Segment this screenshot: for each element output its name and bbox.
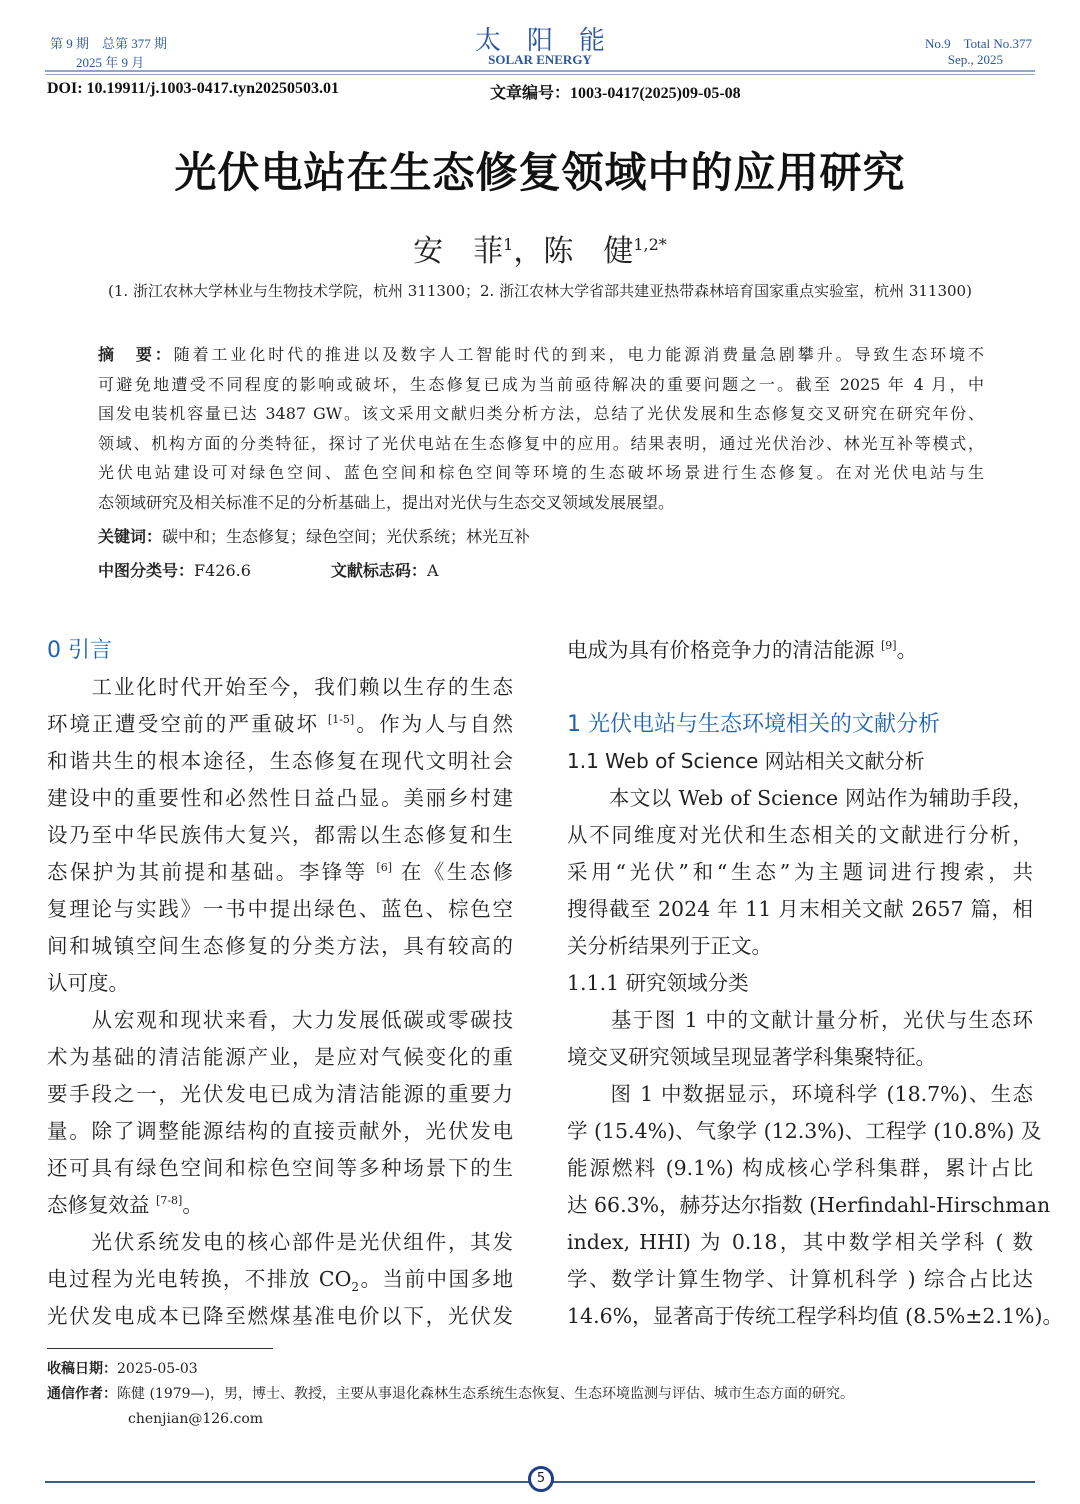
text-segment: 搜得截至 2024 年 11 月末相关文献 2657 篇，相 [567,897,1033,921]
text-segment: index, HHI) 为 0.18，其中数学相关学科 ( 数 [567,1230,1033,1254]
text-line [47,1224,513,1261]
text-line [47,1113,513,1150]
section-heading [47,632,513,669]
text-line [567,1261,1033,1298]
text-line [567,1039,1033,1076]
text-segment: 本文以 Web of Science 网站作为辅助手段， [567,786,1033,810]
text-line [47,743,513,780]
received-date [47,1357,198,1382]
text-segment: 从宏观和现状来看，大力发展低碳或零碳技 [47,1008,513,1032]
text-segment: 光伏系统发电的核心部件是光伏组件，其发 [47,1230,513,1254]
text-segment: 基于图 1 中的文献计量分析，光伏与生态环 [567,1008,1033,1032]
issue-date-en: Sep., 2025 [947,52,1003,67]
citation: [7-8] [156,1194,183,1208]
text-line [47,1039,513,1076]
abstract-line: 光伏电站建设可对绿色空间、蓝色空间和棕色空间等环境的生态破坏场景进行生态修复。在对光伏电站与生 [98,463,984,483]
text-segment: 图 1 中数据显示，环境科学 (18.7%)、生态 [567,1082,1033,1106]
text-segment: 电成为具有价格竞争力的清洁能源 [567,638,882,662]
corr-value: 陈健 (1979—)，男，博士、教授，主要从事退化森林生态系统生态恢复、生态环境监测与评估、城市生态方面的研究。 [117,1386,854,1402]
issue-info-en: No.9 Total No.377 [924,36,1032,51]
section-heading [567,743,1033,780]
text-segment: 工业化时代开始至今，我们赖以生存的生态 [47,675,513,699]
text-segment: 学、数学计算生物学、计算机科学 ) 综合占比达 [567,1267,1033,1291]
text-line [567,632,1033,669]
abstract-line: 可避免地遭受不同程度的影响或破坏，生态修复已成为当前亟待解决的重要问题之一。截至 2025 年 4 月，中 [98,374,984,394]
abstract-line: 国发电装机容量已达 3487 GW。该文采用文献归类分析方法，总结了光伏发展和生态修复交叉研究在研究年份、 [98,404,984,424]
text-line [47,854,513,891]
text-line [47,1187,513,1224]
text-line [567,1002,1033,1039]
text-segment: 。作为人与自然 [354,712,514,736]
text-line [47,817,513,854]
doc-code-value: A [426,560,439,580]
classification [98,556,984,586]
text-line [567,669,1033,706]
corr-label: 通信作者： [47,1386,117,1402]
right-column [567,632,1063,1335]
text-segment: 还可具有绿色空间和棕色空间等多种场景下的生 [47,1156,513,1180]
text-segment: 电过程为光电转换，不排放 CO [47,1267,352,1291]
author-affil: 1,2* [633,235,667,254]
received-value: 2025-05-03 [117,1361,198,1377]
journal-title-cn: 太 阳 能 [474,26,605,56]
text-segment: 在《生态修 [392,860,513,884]
author-separator: ， [513,234,544,269]
text-segment: 建设中的重要性和必然性日益凸显。美丽乡村建 [47,786,513,810]
text-line [567,928,1033,965]
corresponding-author [47,1382,854,1407]
doc-code-label: 文献标志码： [330,560,427,580]
section-heading [567,706,1033,743]
text-line [567,817,1033,854]
clc-value: F426.6 [194,560,251,580]
text-segment: 认可度。 [47,971,129,995]
abstract-line: 领域、机构方面的分类特征，探讨了光伏电站在生态修复中的应用。结果表明，通过光伏治沙、林光互补等模式， [98,433,984,453]
text-segment: 从不同维度对光伏和生态相关的文献进行分析， [567,823,1033,847]
text-line [47,928,513,965]
citation: [1-5] [327,713,355,727]
text-segment: 14.6%，显著高于传统工程学科均值 (8.5%±2.1%)。 [567,1304,1063,1328]
text-segment: 要手段之一，光伏发电已成为清洁能源的重要力 [47,1082,513,1106]
text-line [47,669,513,706]
text-segment: 环境正遭受空前的严重破坏 [47,712,328,736]
text-line [567,891,1033,928]
text-line [47,1076,513,1113]
text-segment: 光伏发电成本已降至燃煤基准电价以下，光伏发 [47,1304,513,1328]
author-name: 安 菲 [413,234,504,269]
citation: [9] [881,639,897,653]
author-affil: 1 [503,235,514,254]
keywords-label: 关键词： [98,526,163,546]
text-line [47,1261,513,1298]
text-line [47,780,513,817]
text-line [47,706,513,743]
header-rule [45,74,1035,75]
text-segment: 复理论与实践》一书中提出绿色、蓝色、棕色空 [47,897,513,921]
text-line [567,1076,1033,1113]
abstract-text: 随着工业化时代的推进以及数字人工智能时代的到来，电力能源消费量急剧攀升。导致生态环境不 [173,345,984,364]
journal-title-en: SOLAR ENERGY [488,52,592,67]
author-email: chenjian@126.com [128,1411,264,1427]
subscript: 2 [351,1280,360,1295]
text-segment: 达 66.3%，赫芬达尔指数 (Herfindahl-Hirschman [567,1193,1051,1217]
text-line [567,1113,1042,1150]
keywords-text: 碳中和；生态修复；绿色空间；光伏系统；林光互补 [162,526,531,546]
author-name: 陈 健 [543,234,634,269]
text-segment: 量。除了调整能源结构的直接贡献外，光伏发电 [47,1119,513,1143]
text-line [567,1150,1033,1187]
citation: [6] [376,861,393,875]
text-segment: 间和城镇空间生态修复的分类方法，具有较高的 [47,934,513,958]
text-segment: 态修复效益 [47,1193,157,1217]
abstract [98,340,984,586]
text-segment: 关分析结果列于正文。 [567,934,772,958]
abstract-line: 态领域研究及相关标准不足的分析基础上，提出对光伏与生态交叉领域发展展望。 [98,492,675,512]
text-segment: 。当前中国多地 [359,1267,513,1291]
text-segment: 1 光伏电站与生态环境相关的文献分析 [567,712,940,737]
section-heading [567,965,1033,1002]
text-line [47,1002,513,1039]
article-number: 文章编号：1003-0417(2025)09-05-08 [490,85,741,102]
paper-title: 光伏电站在生态修复领域中的应用研究 [174,148,906,197]
text-line [567,1298,1063,1335]
text-segment: 采用“光伏”和“生态”为主题词进行搜索，共 [567,860,1033,884]
authors [0,226,1080,270]
abstract-line [98,340,984,370]
text-line [47,891,513,928]
text-segment: 境交叉研究领域呈现显著学科集聚特征。 [567,1045,936,1069]
text-segment: 学 (15.4%)、气象学 (12.3%)、工程学 (10.8%) 及 [567,1119,1042,1143]
text-segment: 0 引言 [47,638,112,663]
text-line [47,1150,513,1187]
text-line [47,1298,513,1335]
keywords [98,522,984,552]
abstract-label: 摘 要： [98,345,174,364]
text-segment: 态保护为其前提和基础。李锋等 [47,860,377,884]
text-segment: 。 [182,1193,203,1217]
text-line [567,780,1033,817]
text-segment: 能源燃料 (9.1%) 构成核心学科集群，累计占比 [567,1156,1033,1180]
text-segment: 。 [896,638,918,662]
page-number: 5 [528,1466,554,1492]
footnote-rule [47,1348,273,1349]
left-column [47,632,513,1335]
affiliation: (1. 浙江农林大学林业与生物技术学院，杭州 311300；2. 浙江农林大学省部共建亚热带森林培育国家重点实验室，杭州 311300) [108,282,972,300]
text-segment: 和谐共生的根本途径，生态修复在现代文明社会 [47,749,513,773]
doi: DOI: 10.19911/j.1003-0417.tyn20250503.01 [47,80,339,97]
issue-info: 第 9 期 总第 377 期 [50,36,168,51]
text-segment: 1.1.1 研究领域分类 [567,971,749,995]
text-line [567,1224,1033,1261]
text-segment: 术为基础的清洁能源产业，是应对气候变化的重 [47,1045,513,1069]
text-line [47,965,513,1002]
text-segment: 设乃至中华民族伟大复兴，都需以生态修复和生 [47,823,513,847]
text-line [567,1187,1051,1224]
received-label: 收稿日期： [47,1361,117,1377]
header-rule [45,70,1035,72]
text-line [567,854,1033,891]
issue-date: 2025 年 9 月 [76,55,145,70]
text-segment: 1.1 Web of Science 网站相关文献分析 [567,749,925,773]
clc-label: 中图分类号： [98,560,195,580]
